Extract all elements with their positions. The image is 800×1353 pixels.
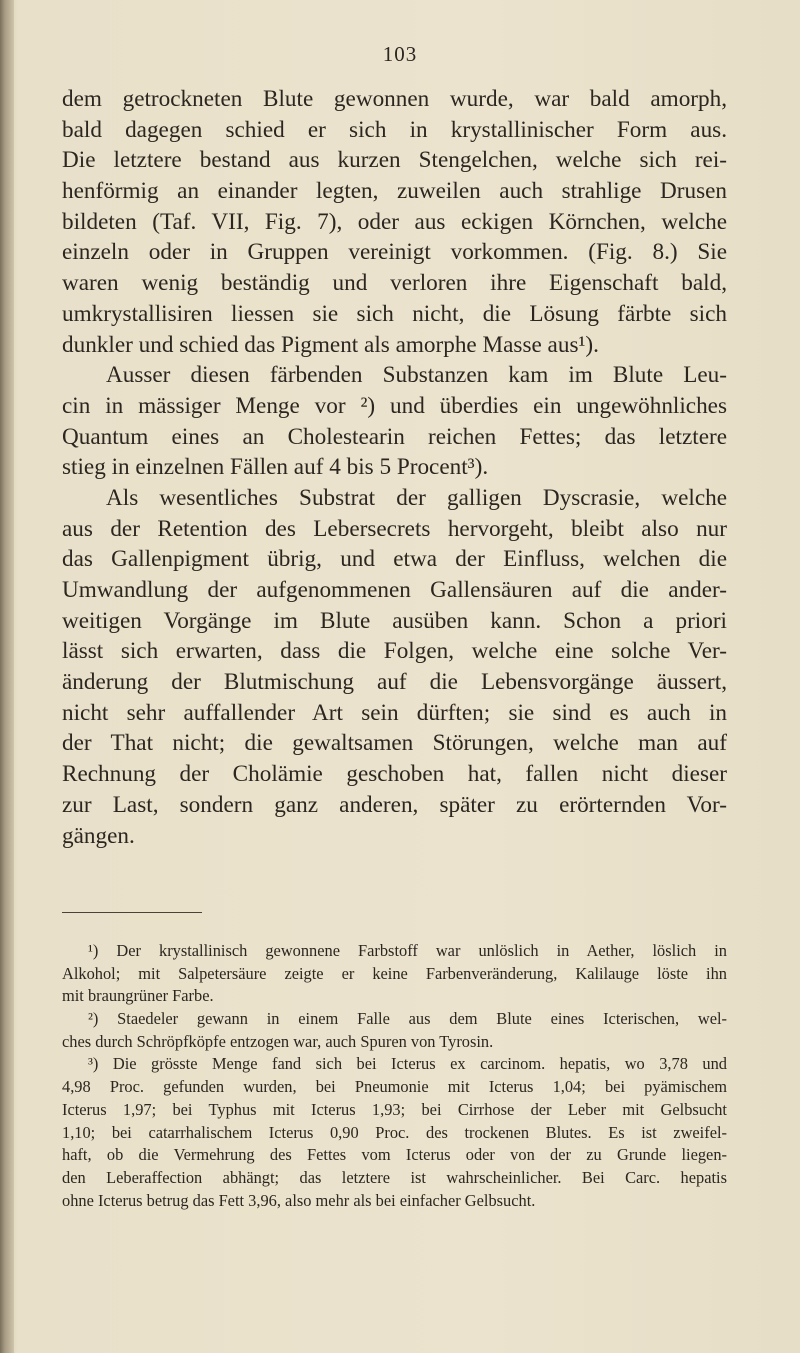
main-text-block	[62, 84, 727, 851]
footnote-line: ches durch Schröpfköpfe entzogen war, auch Spuren von Tyrosin.	[62, 1031, 494, 1051]
text-line: Quantum eines an Cholestearin reichen Fettes; das letztere	[62, 423, 727, 450]
text-line: stieg in einzelnen Fällen auf 4 bis 5 Procent³).	[62, 454, 489, 481]
text-line: der That nicht; die gewaltsamen Störungen, welche man auf	[62, 730, 727, 757]
text-line: bald dagegen schied er sich in krystallinischer Form aus.	[62, 116, 727, 143]
text-line: das Gallenpigment übrig, und etwa der Einfluss, welchen die	[62, 546, 727, 573]
footnote-line: 4,98 Proc. gefunden wurden, bei Pneumonie mit Icterus 1,04; bei pyämischem	[62, 1077, 727, 1097]
page-binding-edge	[0, 0, 14, 1353]
footnote-line: ²) Staedeler gewann in einem Falle aus dem Blute eines Icterischen, wel-	[88, 1009, 727, 1029]
text-line: waren wenig beständig und verloren ihre Eigenschaft bald,	[62, 270, 727, 297]
text-line: Als wesentliches Substrat der galligen Dyscrasie, welche	[106, 484, 727, 511]
text-line: änderung der Blutmischung auf die Lebensvorgänge äussert,	[62, 669, 727, 696]
footnote-line: 1,10; bei catarrhalischem Icterus 0,90 Proc. des trockenen Blutes. Es ist zweifel-	[62, 1122, 727, 1142]
text-line: gängen.	[62, 822, 135, 849]
text-line: Umwandlung der aufgenommenen Gallensäuren auf die ander-	[62, 577, 727, 603]
footnote-line: den Leberaffection abhängt; das letztere ist wahrscheinlicher. Bei Carc. hepatis	[62, 1167, 727, 1187]
text-line: dunkler und schied das Pigment als amorphe Masse aus¹).	[62, 331, 599, 358]
text-line: henförmig an einander legten, zuweilen auch strahlige Drusen	[62, 178, 727, 205]
text-line: weitigen Vorgänge im Blute ausüben kann. Schon a priori	[62, 607, 727, 634]
text-line: zur Last, sondern ganz anderen, später zu erörternden Vor-	[62, 791, 727, 818]
footnote-line: ohne Icterus betrug das Fett 3,96, also mehr als bei einfacher Gelbsucht.	[62, 1190, 536, 1210]
text-line: Die letztere bestand aus kurzen Stengelchen, welche sich rei-	[62, 147, 727, 174]
text-line: Ausser diesen färbenden Substanzen kam im Blute Leu-	[106, 362, 727, 389]
footnote-line: haft, ob die Vermehrung des Fettes vom Icterus oder von der zu Grunde liegen-	[62, 1145, 727, 1165]
footnote-separator	[62, 912, 202, 913]
footnotes-block	[62, 940, 727, 1212]
text-line: aus der Retention des Lebersecrets hervorgeht, bleibt also nur	[62, 515, 727, 542]
text-line: nicht sehr auffallender Art sein dürften; sie sind es auch in	[62, 699, 727, 726]
text-line: einzeln oder in Gruppen vereinigt vorkommen. (Fig. 8.) Sie	[62, 239, 727, 266]
footnote-line: ³) Die grösste Menge fand sich bei Icterus ex carcinom. hepatis, wo 3,78 und	[88, 1054, 727, 1074]
footnote-line: Icterus 1,97; bei Typhus mit Icterus 1,93; bei Cirrhose der Leber mit Gelbsucht	[62, 1099, 727, 1119]
page-number: 103	[382, 42, 418, 66]
footnote-line: Alkohol; mit Salpetersäure zeigte er keine Farbenveränderung, Kalilauge löste ihn	[62, 963, 727, 983]
text-line: Rechnung der Cholämie geschoben hat, fallen nicht dieser	[62, 761, 727, 788]
text-line: umkrystallisiren liessen sie sich nicht, die Lösung färbte sich	[62, 300, 727, 327]
text-line: bildeten (Taf. VII, Fig. 7), oder aus eckigen Körnchen, welche	[62, 208, 727, 235]
text-line: cin in mässiger Menge vor ²) und überdies ein ungewöhnliches	[62, 392, 727, 419]
footnote-line: mit braungrüner Farbe.	[62, 986, 214, 1006]
footnote-line: ¹) Der krystallinisch gewonnene Farbstoff war unlöslich in Aether, löslich in	[88, 941, 727, 960]
text-line: lässt sich erwarten, dass die Folgen, welche eine solche Ver-	[62, 638, 727, 665]
text-line: dem getrockneten Blute gewonnen wurde, war bald amorph,	[62, 86, 727, 112]
